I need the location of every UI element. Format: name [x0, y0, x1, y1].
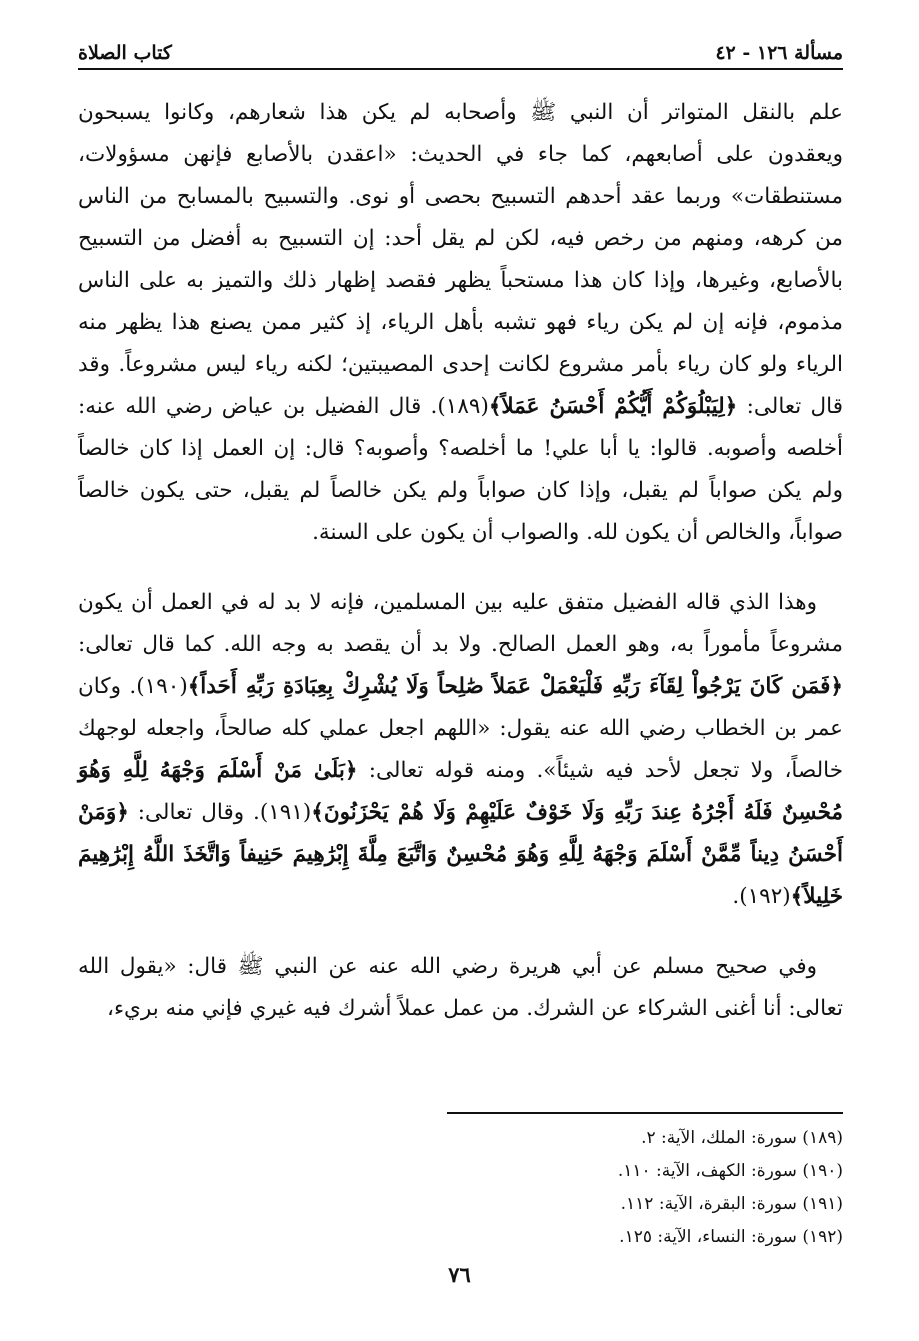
header-book-title: كتاب الصلاة	[78, 42, 172, 64]
main-text	[78, 92, 843, 1058]
page-number: ٧٦	[448, 1262, 471, 1287]
quran-verse: ﴿وَمَنْ أَحْسَنُ دِيناً مِّمَّنْ أَسْلَمَ وَجْهَهُ لِلَّهِ وَهُوَ مُحْسِنٌ وَاتَّبَعَ مِلَّةَ إِبْرَٰهِيمَ حَنِيفاً وَاتَّخَذَ اللَّهُ إِبْرَٰهِيمَ خَلِيلاً﴾	[78, 800, 843, 909]
text-run: (١٩٢).	[732, 884, 791, 909]
text-run: (١٨٩). قال الفضيل بن عياض رضي الله عنه: أخلصه وأصوبه. قالوا: يا أبا علي! ما أخلصه؟ وأصوبه؟ قال: إن العمل إذا كان خالصاً ولم يكن صواباً لم يقبل، وإذا كان صواباً ولم يكن خالصاً لم يقبل، حتى يكون خالصاً صواباً، والخالص أن يكون لله. والصواب أن يكون على السنة.	[78, 394, 843, 545]
text-run: علم بالنقل المتواتر أن النبي ﷺ وأصحابه لم يكن هذا شعارهم، وكانوا يسبحون ويعقدون على أصابعهم، كما جاء في الحديث: «اعقدن بالأصابع فإنهن مسؤولات، مستنطقات» وربما عقد أحدهم التسبيح بحصى أو نوى. والتسبيح بالمسابح من الناس من كرهه، ومنهم من رخص فيه، لكن لم يقل أحد: إن التسبيح به أفضل من التسبيح بالأصابع، وغيرها، وإذا كان هذا مستحباً يظهر فقصد إظهار ذلك والتميز به على الناس مذموم، فإنه إن لم يكن رياء فهو تشبه بأهل الرياء، إذ كثير ممن يصنع هذا يظهر منه الرياء ولو كان رياء بأمر مشروع لكانت إحدى المصيبتين؛ لكنه رياء ليس مشروعاً. وقد قال تعالى:	[78, 100, 843, 419]
quran-verse: ﴿لِيَبْلُوَكُمْ أَيُّكُمْ أَحْسَنُ عَمَلاً﴾	[488, 394, 738, 419]
text-run: (١٩٠). وكان عمر بن الخطاب رضي الله عنه يقول: «اللهم اجعل عملي كله صالحاً، واجعله لوجهك خالصاً، ولا تجعل لأحد فيه شيئاً». ومنه قوله تعالى:	[78, 674, 843, 783]
footnote: (١٨٩) سورة: الملك، الآية: ٢.	[641, 1128, 843, 1148]
text-run: (١٩١). وقال تعالى:	[128, 800, 312, 825]
footnotes	[363, 1122, 843, 1254]
text-run: وهذا الذي قاله الفضيل متفق عليه بين المسلمين، فإنه لا بد له في العمل أن يكون مشروعاً مأموراً به، وهو العمل الصالح. ولا بد أن يقصد به وجه الله. كما قال تعالى:	[78, 590, 843, 657]
footnote-divider	[447, 1112, 843, 1114]
paragraph	[78, 92, 843, 554]
quran-verse: ﴿فَمَن كَانَ يَرْجُواْ لِقَآءَ رَبِّهِ فَلْيَعْمَلْ عَمَلاً صَٰلِحاً وَلَا يُشْرِكْ بِعِبَادَةِ رَبِّهِ أَحَداً﴾	[187, 674, 844, 699]
text-run: وفي صحيح مسلم عن أبي هريرة رضي الله عنه عن النبي ﷺ قال: «يقول الله تعالى: أنا أغنى الشركاء عن الشرك. من عمل عملاً أشرك فيه غيري فإني منه بريء،	[78, 954, 843, 1021]
paragraph	[78, 946, 843, 1030]
running-header	[78, 28, 843, 70]
footnote: (١٩١) سورة: البقرة، الآية: ١١٢.	[620, 1194, 843, 1214]
footnote: (١٩٢) سورة: النساء، الآية: ١٢٥.	[619, 1227, 843, 1247]
quran-verse: ﴿بَلَىٰ مَنْ أَسْلَمَ وَجْهَهُ لِلَّهِ وَهُوَ مُحْسِنٌ فَلَهُ أَجْرُهُ عِندَ رَبِّهِ وَلَا خَوْفٌ عَلَيْهِمْ وَلَا هُمْ يَحْزَنُونَ﴾	[78, 758, 843, 825]
paragraph	[78, 582, 843, 918]
header-section-title: مسألة ١٢٦ - ٤٢	[715, 42, 843, 64]
footnote: (١٩٠) سورة: الكهف، الآية: ١١٠.	[617, 1161, 843, 1181]
